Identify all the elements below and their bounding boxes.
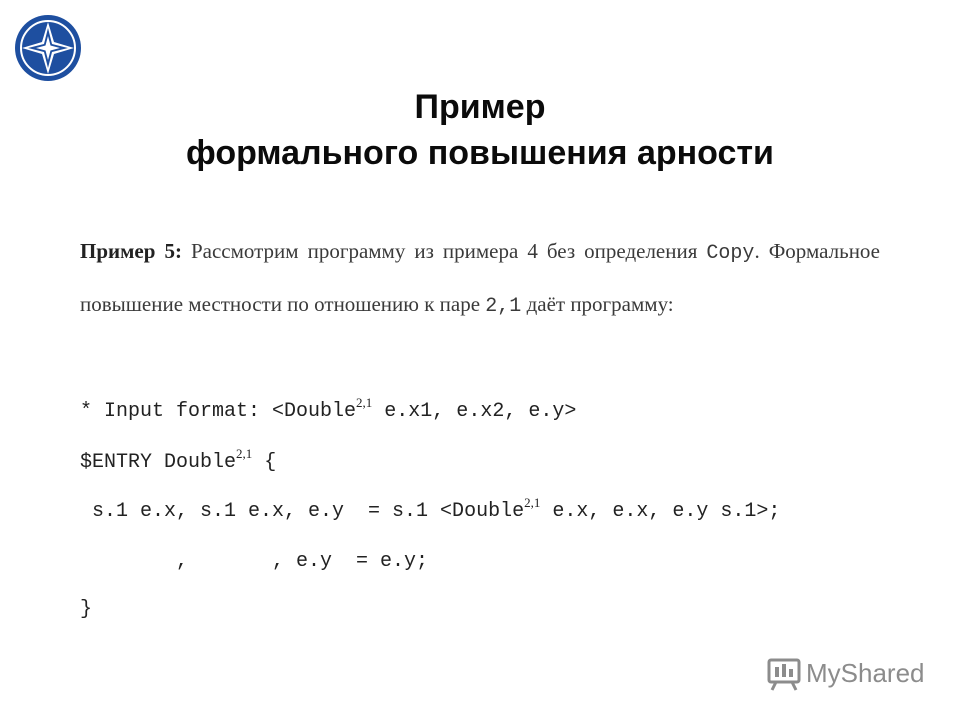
presentation-board-icon [766, 656, 802, 692]
title-line-2: формального повышения арности [186, 134, 774, 172]
example-paragraph [80, 226, 880, 332]
code-line-2: $ENTRY Double$^{2,1}$ { [80, 446, 277, 474]
watermark-text: MyShared [806, 658, 925, 688]
code-line-3: s.1 e.x, s.1 e.x, e.y = s.1 <Double$^{2,1}$ e.x, e.x, e.y s.1>; [80, 495, 781, 523]
example-label: Пример 5: [80, 239, 182, 263]
copy-word: Copy [706, 242, 755, 265]
title-line-1: Пример [414, 88, 546, 126]
code-line-5: } [80, 598, 93, 621]
paragraph-text-3: даёт программу: [521, 292, 674, 316]
code-line-1: * Input format: <Double$^{2,1}$ e.x1, e.x2, e.y> [80, 395, 577, 423]
compass-logo-icon [14, 14, 82, 82]
pair-value: 2,1 [485, 295, 522, 318]
slide-title [0, 84, 960, 176]
paragraph-text-2: . Формальное повышение местности по отношению к паре [80, 239, 881, 316]
code-line-4: , , e.y = e.y; [80, 550, 429, 573]
paragraph-text-1: Рассмотрим программу из примера 4 без определения [181, 239, 698, 263]
